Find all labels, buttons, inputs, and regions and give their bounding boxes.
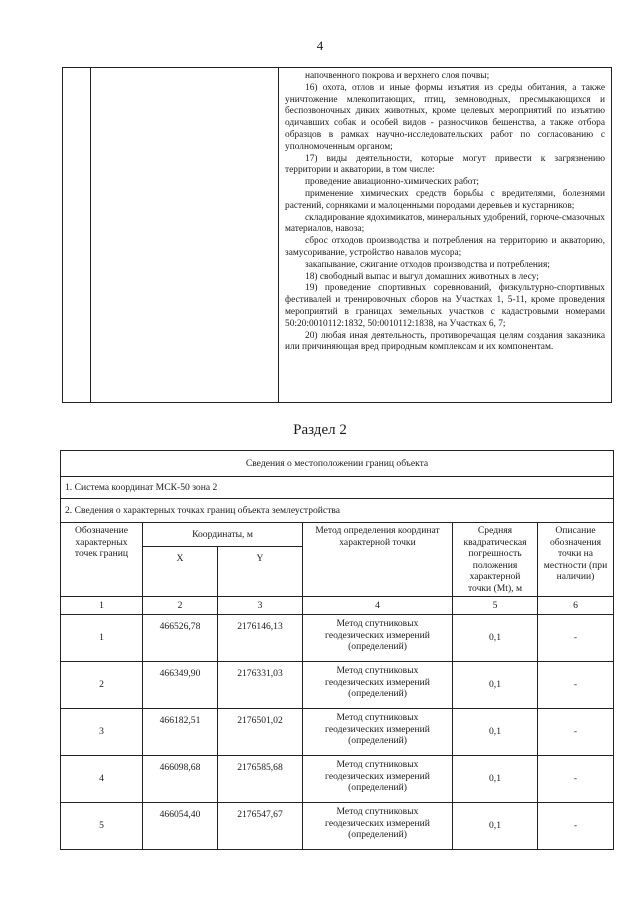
point-description: - (538, 709, 614, 756)
header-error: Средняя квадратическая погрешность положения характерной точки (Mt), м (453, 523, 538, 597)
regulation-paragraph: 20) любая иная деятельность, противоречащая целям создания заказника или причиняющая вред природным комплексам и их компонентам. (285, 330, 605, 353)
cont-cell-3 (279, 68, 612, 403)
col-number: 1 (61, 597, 143, 615)
table-title: Сведения о местоположении границ объекта (61, 451, 614, 477)
col-number: 5 (453, 597, 538, 615)
table-row (61, 803, 614, 850)
point-number: 1 (61, 615, 143, 662)
table-row (61, 756, 614, 803)
point-number: 4 (61, 756, 143, 803)
point-description: - (538, 662, 614, 709)
regulation-paragraph: 16) охота, отлов и иные формы изъятия из среды обитания, а также уничтожение млекопитающих, птиц, земноводных, пресмыкающихся и беспозвоночных диких животных, кроме целевых мероприятий по изъятию одичавших собак и особей видов - разносчиков бешенства, а также отбора образцов в рамках научно-исследовательских работ по согласованию с уполномоченным органом; (285, 82, 605, 152)
regulation-paragraph: 18) свободный выпас и выгул домашних животных в лесу; (305, 271, 539, 282)
method: Метод спутниковых геодезических измерений (определений) (303, 803, 453, 850)
method: Метод спутниковых геодезических измерений (определений) (303, 662, 453, 709)
points-info-heading: 2. Сведения о характерных точках границ объекта землеустройства (61, 499, 614, 523)
coord-x: 466054,40 (143, 803, 218, 850)
regulation-paragraph: применение химических средств борьбы с вредителями, болезнями растений, сорняками и малоценными породами деревьев и кустарников; (285, 188, 605, 211)
regulation-paragraph: сброс отходов производства и потребления на территорию и акваторию, замусоривание, устройство навалов мусора; (285, 236, 605, 258)
coordinate-system: 1. Система координат МСК-50 зона 2 (61, 477, 614, 499)
regulation-paragraph: закапывание, сжигание отходов производства и потребления; (305, 259, 550, 270)
regulation-paragraph: 19) проведение спортивных соревнований, физкультурно-спортивных фестивалей и тренировочных сборов на Участках 1, 5-11, кроме проведения мероприятий в границах земельных участков с кадастровыми номерами 50:20:0010112:1832, 50:0010112:1838, на Участках 6, 7; (285, 283, 605, 329)
coord-y: 2176146,13 (218, 615, 303, 662)
boundary-points-table (60, 450, 614, 850)
table-row (61, 709, 614, 756)
regulation-text (279, 68, 611, 356)
regulation-paragraph: 17) виды деятельности, которые могут привести к загрязнению территории и акватории, в том числе: (285, 153, 605, 176)
col-number: 2 (143, 597, 218, 615)
col-number: 4 (303, 597, 453, 615)
coord-y: 2176547,67 (218, 803, 303, 850)
point-number: 2 (61, 662, 143, 709)
method: Метод спутниковых геодезических измерений (определений) (303, 615, 453, 662)
point-description: - (538, 615, 614, 662)
header-coordinates: Координаты, м (143, 523, 303, 547)
header-point-designation: Обозначение характерных точек границ (61, 523, 143, 597)
cont-cell-2 (91, 68, 279, 403)
point-description: - (538, 756, 614, 803)
error-value: 0,1 (453, 662, 538, 709)
coord-y: 2176331,03 (218, 662, 303, 709)
regulation-paragraph: проведение авиационно-химических работ; (305, 177, 480, 188)
coord-x: 466098,68 (143, 756, 218, 803)
error-value: 0,1 (453, 756, 538, 803)
page-number: 4 (316, 38, 324, 53)
coord-x: 466526,78 (143, 615, 218, 662)
point-description: - (538, 803, 614, 850)
header-description: Описание обозначения точки на местности (при наличии) (538, 523, 614, 597)
error-value: 0,1 (453, 709, 538, 756)
cont-cell-1 (63, 68, 91, 403)
table-row (61, 615, 614, 662)
header-x: X (143, 547, 218, 597)
coord-x: 466182,51 (143, 709, 218, 756)
section-title: Раздел 2 (293, 422, 347, 438)
method: Метод спутниковых геодезических измерений (определений) (303, 709, 453, 756)
coord-y: 2176501,02 (218, 709, 303, 756)
col-number: 3 (218, 597, 303, 615)
regulation-paragraph: складирование ядохимикатов, минеральных удобрений, горюче-смазочных материалов, навоза; (285, 212, 605, 235)
point-number: 3 (61, 709, 143, 756)
regulation-paragraph: напочвенного покрова и верхнего слоя почвы; (305, 71, 490, 81)
header-method: Метод определения координат характерной точки (303, 523, 453, 597)
error-value: 0,1 (453, 615, 538, 662)
continuation-table (62, 67, 612, 403)
column-number-row (61, 597, 614, 615)
col-number: 6 (538, 597, 614, 615)
point-number: 5 (61, 803, 143, 850)
table-row (61, 662, 614, 709)
header-y: Y (218, 547, 303, 597)
method: Метод спутниковых геодезических измерений (определений) (303, 756, 453, 803)
coord-y: 2176585,68 (218, 756, 303, 803)
coord-x: 466349,90 (143, 662, 218, 709)
error-value: 0,1 (453, 803, 538, 850)
